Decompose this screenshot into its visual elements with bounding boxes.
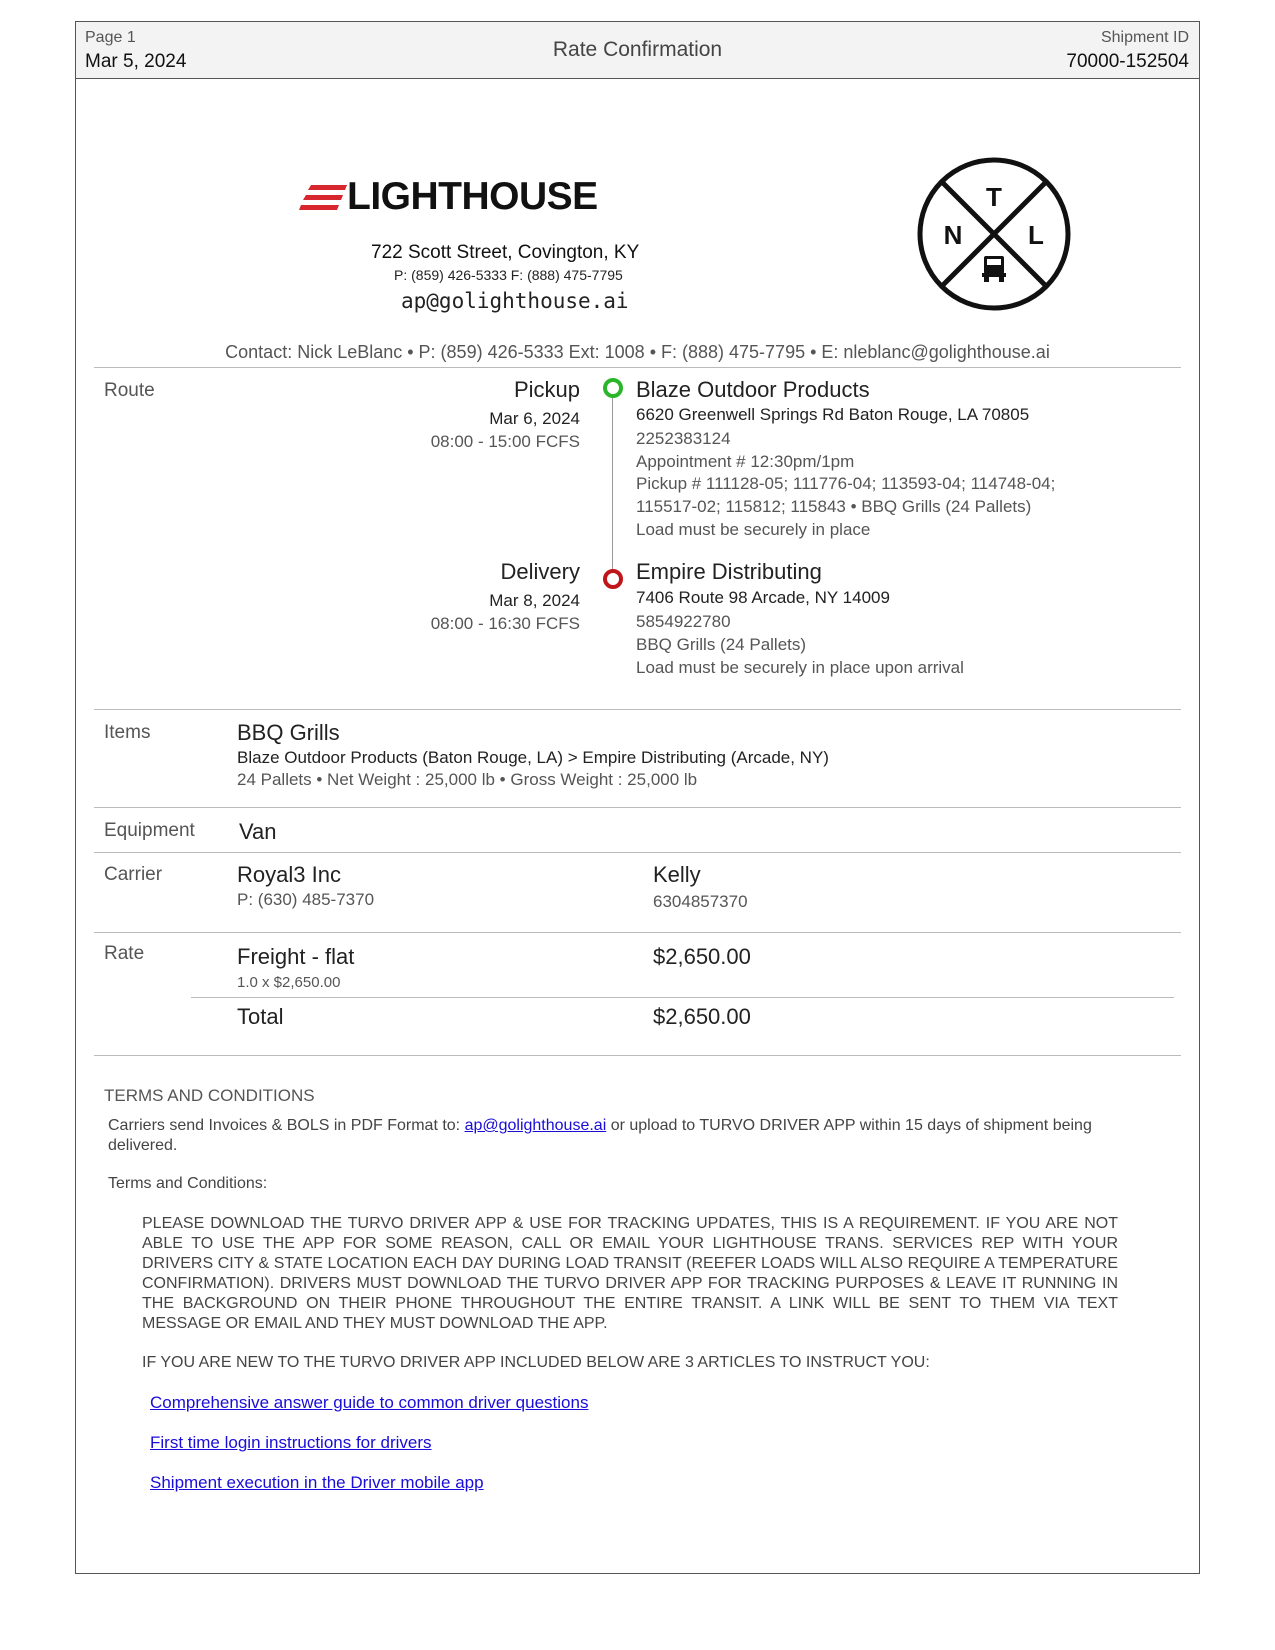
document-page [75,21,1200,1574]
equipment-label: Equipment [104,820,195,841]
terms-subtitle: Terms and Conditions: [108,1175,268,1192]
divider [94,807,1181,808]
pickup-numbers-cont: 115517-02; 115812; 115843 • BBQ Grills (24 Pallets) [636,497,1032,516]
brand-logo-wordmark: LIGHTHOUSE [347,175,598,218]
ntl-partner-logo [916,156,1072,312]
brand-address: 722 Scott Street, Covington, KY [371,242,640,263]
divider [94,709,1181,710]
terms-intro [108,1116,1118,1156]
delivery-phone: 5854922780 [636,612,731,631]
article-link-shipment-execution[interactable]: Shipment execution in the Driver mobile app [150,1473,484,1492]
terms-title: TERMS AND CONDITIONS [104,1086,315,1105]
rate-subtotal-divider [191,997,1174,998]
logo-letter-left: N [943,220,963,250]
carrier-phone: P: (630) 485-7370 [237,890,375,909]
driver-name: Kelly [653,862,701,887]
lighthouse-stripes-icon [299,183,347,215]
divider [94,1055,1181,1056]
item-details: 24 Pallets • Net Weight : 25,000 lb • Gross Weight : 25,000 lb [237,770,698,789]
document-date: Mar 5, 2024 [85,51,187,72]
rate-line-name: Freight - flat [237,944,355,969]
pickup-type: Pickup [513,377,580,402]
delivery-pin-icon [602,569,624,591]
rate-label: Rate [104,943,145,964]
page-number-label: Page 1 [85,29,136,46]
shipment-id-label: Shipment ID [1100,29,1189,46]
brand-email: ap@golighthouse.ai [401,289,629,313]
document-title: Rate Confirmation [552,38,723,61]
pickup-time: 08:00 - 15:00 FCFS [430,432,580,451]
route-timeline [612,388,613,584]
delivery-address: 7406 Route 98 Arcade, NY 14009 [636,588,890,607]
header-bar [76,22,1199,79]
terms-paragraph: PLEASE DOWNLOAD THE TURVO DRIVER APP & USE FOR TRACKING UPDATES, THIS IS A REQUIREMENT. IF YOU ARE NOT ABLE TO USE THE APP FOR SOME REASON, CALL OR EMAIL YOUR LIGHTHOUSE TRANS. SERVICES REP WITH YOUR DRIVERS CITY & STATE LOCATION EACH DAY DURING LOAD TRANSIT (REEFER LOADS WILL ALSO REQUIRE A TEMPERATURE CONFIRMATION). DRIVERS MUST DOWNLOAD THE TURVO DRIVER APP FOR TRACKING PURPOSES & LEAVE IT RUNNING IN THE BACKGROUND ON THEIR PHONE THROUGHOUT THE ENTIRE TRANSIT. A LINK WILL BE SENT TO THEM VIA TEXT MESSAGE OR EMAIL AND THEY MUST DOWNLOAD THE APP. [142,1215,1118,1332]
rate-line-amount: $2,650.00 [653,944,751,969]
shipment-id: 70000-152504 [1066,51,1189,72]
divider [94,932,1181,933]
pickup-date: Mar 6, 2024 [489,409,580,428]
pickup-phone: 2252383124 [636,429,731,448]
contact-line: Contact: Nick LeBlanc • P: (859) 426-5333 Ext: 1008 • F: (888) 475-7795 • E: nleblanc@golighthouse.ai [225,342,1050,362]
articles-intro: IF YOU ARE NEW TO THE TURVO DRIVER APP INCLUDED BELOW ARE 3 ARTICLES TO INSTRUCT YOU: [142,1354,930,1371]
carrier-name: Royal3 Inc [237,862,341,887]
article-link-driver-questions[interactable]: Comprehensive answer guide to common driver questions [150,1393,589,1412]
invoice-email-link[interactable]: ap@golighthouse.ai [464,1117,607,1134]
item-lane: Blaze Outdoor Products (Baton Rouge, LA) > Empire Distributing (Arcade, NY) [237,748,829,767]
delivery-note: Load must be securely in place upon arrival [636,658,964,677]
terms-intro-text-cont: or upload to TURVO DRIVER APP within 15 days of shipment being delivered. [108,1117,1092,1154]
truck-icon [982,256,1006,282]
route-label: Route [104,380,155,401]
items-label: Items [104,722,151,743]
divider [94,852,1181,853]
item-name: BBQ Grills [237,720,340,745]
pickup-pin-icon [602,378,624,400]
total-label: Total [237,1004,284,1029]
pickup-name: Blaze Outdoor Products [636,377,870,402]
pickup-appointment: Appointment # 12:30pm/1pm [636,452,855,471]
pickup-numbers: Pickup # 111128-05; 111776-04; 113593-04; 114748-04; [636,474,1056,493]
delivery-date: Mar 8, 2024 [489,591,580,610]
driver-phone: 6304857370 [653,892,748,911]
delivery-time: 08:00 - 16:30 FCFS [430,614,580,633]
pickup-note: Load must be securely in place [636,520,871,539]
brand-phones: P: (859) 426-5333 F: (888) 475-7795 [394,267,623,283]
total-amount: $2,650.00 [653,1004,751,1029]
delivery-name: Empire Distributing [636,559,822,584]
carrier-label: Carrier [104,864,163,885]
terms-intro-text: Carriers send Invoices & BOLS in PDF Format to: [108,1117,465,1134]
rate-line-calc: 1.0 x $2,650.00 [237,974,341,991]
equipment-value: Van [239,819,277,844]
divider [94,367,1181,368]
article-link-first-login[interactable]: First time login instructions for drivers [150,1433,432,1452]
delivery-items: BBQ Grills (24 Pallets) [636,635,807,654]
delivery-type: Delivery [500,559,580,584]
logo-letter-right: L [1028,220,1044,250]
pickup-address: 6620 Greenwell Springs Rd Baton Rouge, LA 70805 [636,405,1030,424]
logo-letter-top: T [986,182,1002,212]
